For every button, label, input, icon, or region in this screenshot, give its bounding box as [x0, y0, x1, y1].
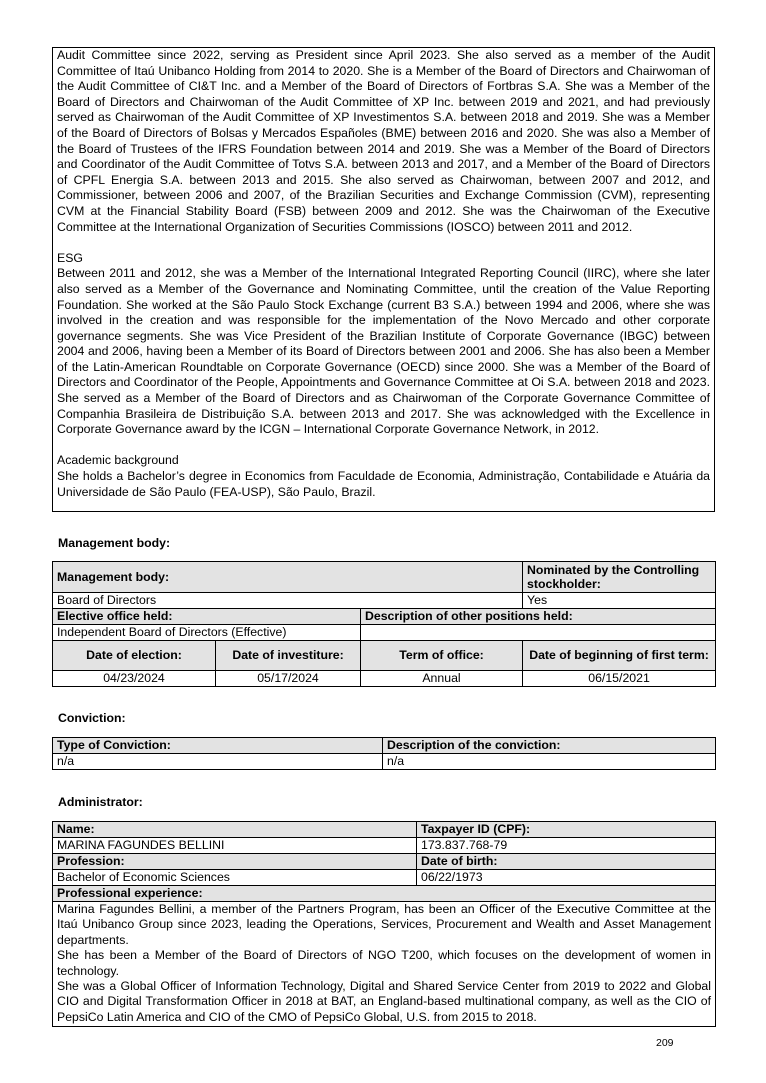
nominated-header: Nominated by the Controlling stockholder:	[523, 562, 716, 593]
name-header: Name:	[53, 822, 417, 838]
conviction-description-header: Description of the conviction:	[383, 738, 716, 754]
nominated-value: Yes	[523, 593, 716, 609]
experience-paragraph-2: She has been a Member of the Board of Directors of NGO T200, which focuses on the development of women in technology.	[57, 948, 711, 978]
biography-box	[52, 47, 715, 512]
term-value: Annual	[361, 671, 523, 687]
page-number: 209	[656, 1037, 674, 1049]
experience-header: Professional experience:	[53, 886, 716, 902]
date-first-term-value: 06/15/2021	[523, 671, 716, 687]
conviction-type-value: n/a	[53, 754, 383, 770]
profession-value: Bachelor of Economic Sciences	[53, 870, 417, 886]
date-investiture-value: 05/17/2024	[216, 671, 361, 687]
elective-office-value: Independent Board of Directors (Effective)	[53, 625, 361, 641]
experience-paragraph-3: She was a Global Officer of Information Technology, Digital and Shared Service Center from 2019 to 2022 and Global CIO and Digital Transformation Officer in 2018 at BAT, an England-based multinational company, as well as the CIO of PepsiCo Latin America and CIO of the CMO of PepsiCo Global, U.S. from 2015 to 2018.	[57, 979, 711, 1024]
date-election-value: 04/23/2024	[53, 671, 216, 687]
administrator-section-title: Administrator:	[58, 795, 143, 809]
experience-cell	[53, 902, 716, 1027]
management-body-header: Management body:	[53, 562, 523, 593]
conviction-table	[52, 737, 716, 770]
esg-paragraph: Between 2011 and 2012, she was a Member of the International Integrated Reporting Council (IIRC), where she later also served as a Member of the Governance and Nominating Committee, until the creation of the Value Reporting Foundation. She worked at the São Paulo Stock Exchange (current B3 S.A.) between 1994 and 2006, where she was involved in the creation and was responsible for the implementation of the Novo Mercado and other corporate governance segments. She was Vice President of the Brazilian Institute of Corporate Governance (IBGC) between 2004 and 2006, having been a Member of its Board of Directors between 2001 and 2006. She has also been a Member of the Latin-American Roundtable on Corporate Governance (OECD) since 2000. She was a Member of the Board of Directors and Coordinator of the People, Appointments and Governance Committee at Oi S.A. between 2018 and 2023. She served as a Member of the Board of Directors and as Chairwoman of the Corporate Governance Committee of Companhia Brasileira de Distribuição S.A. between 2013 and 2017. She was acknowledged with the Excellence in Corporate Governance award by the ICGN – International Corporate Governance Network, in 2012.	[57, 266, 710, 437]
profession-header: Profession:	[53, 854, 417, 870]
conviction-section-title: Conviction:	[58, 711, 126, 725]
audit-paragraph: Audit Committee since 2022, serving as President since April 2023. She also served as a member of the Audit Committee of Itaú Unibanco Holding from 2014 to 2020. She is a Member of the Board of Directors and Chairwoman of the Audit Committee of CI&T Inc. and a Member of the Board of Directors of Fortbras S.A. She was a Member of the Board of Directors and Chairwoman of the Audit Committee of XP Inc. between 2019 and 2021, and had previously served as Chairwoman of the Audit Committee of XP Investimentos S.A. between 2018 and 2019. She was a Member of the Board of Directors of Bolsas y Mercados Españoles (BME) between 2016 and 2020. She was also a Member of the Board of Trustees of the IFRS Foundation between 2014 and 2019. She was a Member of the Board of Directors and Coordinator of the Audit Committee of Totvs S.A. between 2013 and 2017, and a Member of the Board of Directors of CPFL Energia S.A. between 2013 and 2015. She also served as Chairwoman, between 2007 and 2012, and Commissioner, between 2006 and 2007, of the Brazilian Securities and Exchange Commission (CVM), representing CVM at the Financial Stability Board (FSB) between 2009 and 2012. She was the Chairwoman of the Executive Committee at the International Organization of Securities Commissions (IOSCO) between 2011 and 2012.	[57, 48, 710, 234]
term-header: Term of office:	[361, 641, 523, 671]
date-election-header: Date of election:	[53, 641, 216, 671]
elective-office-header: Elective office held:	[53, 609, 361, 625]
date-investiture-header: Date of investiture:	[216, 641, 361, 671]
date-first-term-header: Date of beginning of first term:	[523, 641, 716, 671]
taxpayer-header: Taxpayer ID (CPF):	[417, 822, 716, 838]
esg-heading: ESG	[57, 250, 83, 265]
name-value: MARINA FAGUNDES BELLINI	[53, 838, 417, 854]
experience-paragraph-1: Marina Fagundes Bellini, a member of the Partners Program, has been an Officer of the Executive Committee at the Itaú Unibanco Group since 2023, leading the Operations, Services, Procurement and Wealth and Asset Management departments.	[57, 902, 711, 947]
conviction-type-header: Type of Conviction:	[53, 738, 383, 754]
dob-header: Date of birth:	[417, 854, 716, 870]
taxpayer-value: 173.837.768-79	[417, 838, 716, 854]
administrator-table	[52, 821, 716, 1027]
academic-paragraph: She holds a Bachelor’s degree in Economics from Faculdade de Economia, Administração, Contabilidade e Atuária da Universidade de São Paulo (FEA-USP), São Paulo, Brazil.	[57, 469, 710, 499]
management-section-title: Management body:	[58, 536, 171, 550]
other-positions-header: Description of other positions held:	[361, 609, 716, 625]
other-positions-value	[361, 625, 716, 641]
conviction-description-value: n/a	[383, 754, 716, 770]
academic-heading: Academic background	[57, 453, 179, 468]
dob-value: 06/22/1973	[417, 870, 716, 886]
management-table	[52, 561, 716, 687]
management-body-value: Board of Directors	[53, 593, 523, 609]
